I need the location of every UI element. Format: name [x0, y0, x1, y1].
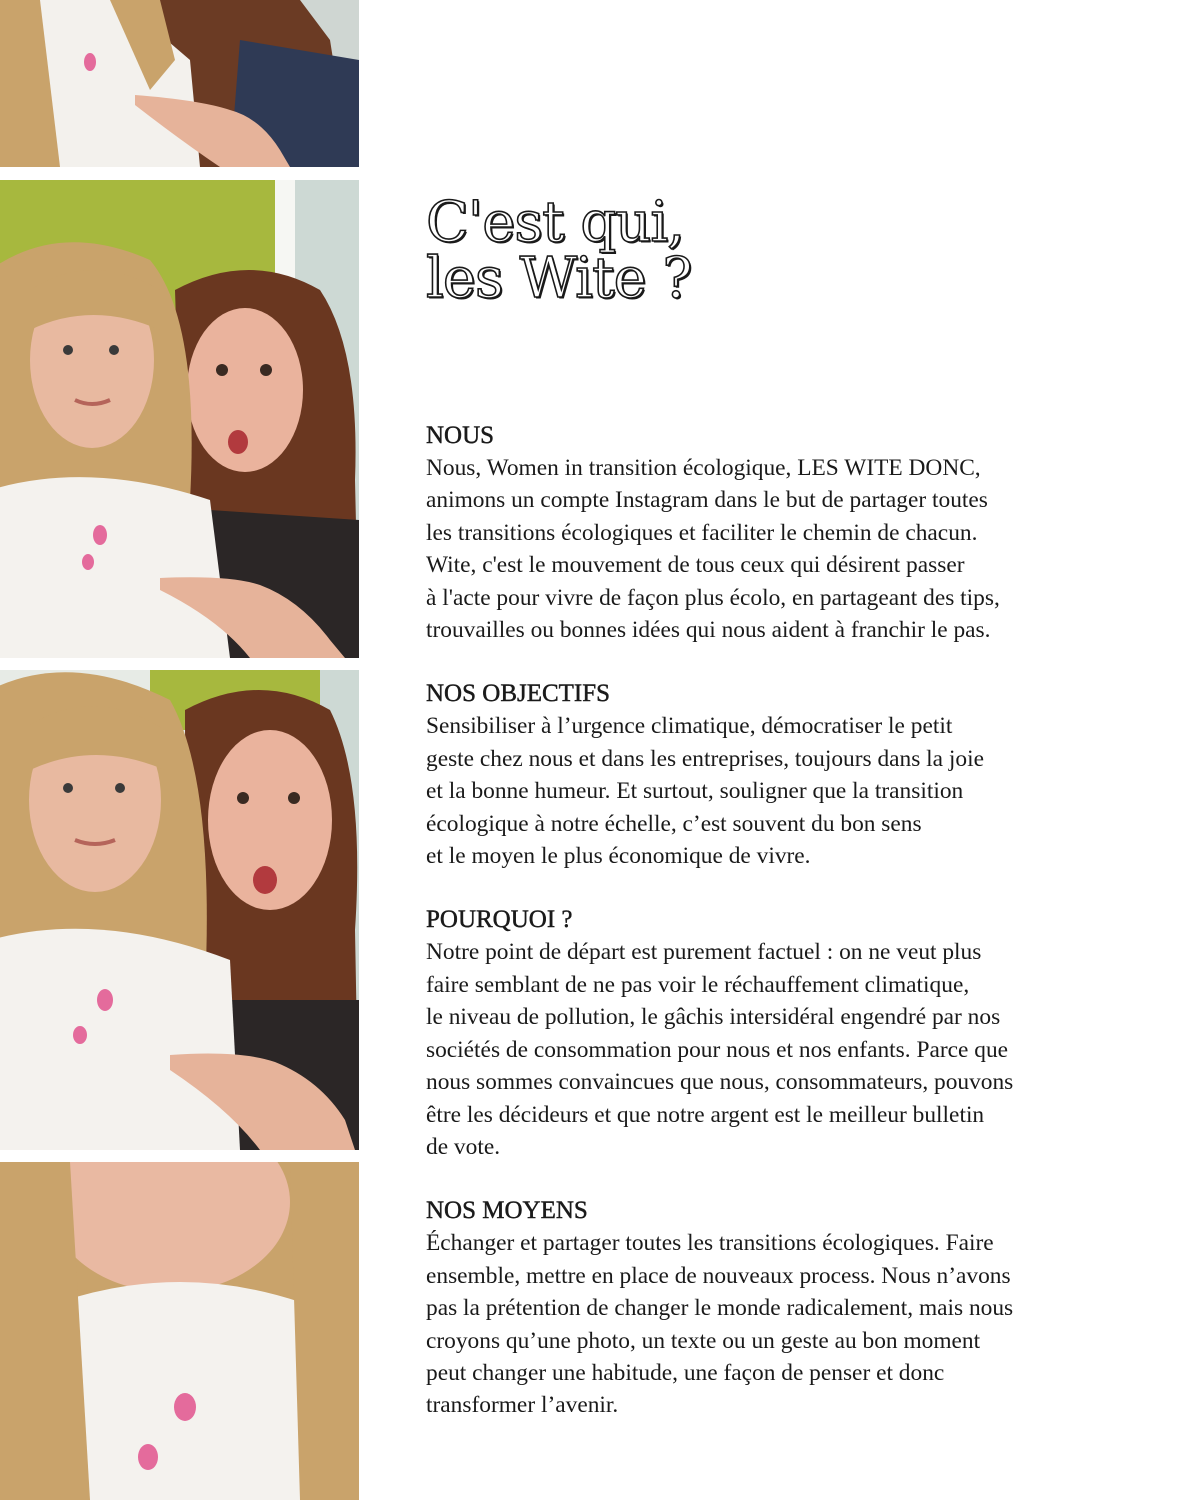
section-paragraph [426, 936, 1166, 1163]
portrait-image [0, 0, 359, 167]
paragraph-line: transformer l’avenir. [426, 1392, 619, 1419]
page-title-line-2: les Wite ? [426, 246, 692, 311]
title-block [426, 190, 1146, 311]
paragraph-line: écologique à notre échelle, c’est souvent du bon sens [426, 810, 922, 837]
paragraph-line: geste chez nous et dans les entreprises, toujours dans la joie [426, 745, 984, 772]
paragraph-line: nous sommes convaincues que nous, consommateurs, pouvons [426, 1069, 1014, 1096]
paragraph-line: Sensibiliser à l’urgence climatique, démocratiser le petit [426, 713, 953, 740]
photo-booth-frame-3 [0, 670, 359, 1150]
page-title-line-1: C'est qui, [426, 190, 685, 255]
photo-strip [0, 0, 359, 1500]
portrait-image [0, 670, 359, 1150]
portrait-image [0, 180, 359, 658]
section-nous [426, 420, 1166, 646]
paragraph-line: trouvailles ou bonnes idées qui nous aident à franchir le pas. [426, 617, 991, 644]
section-pourquoi [426, 904, 1166, 1163]
article-body [426, 420, 1166, 1454]
page-title [426, 190, 1146, 311]
paragraph-line: Nous, Women in transition écologique, LES WITE DONC, [426, 455, 981, 481]
section-paragraph [426, 452, 1166, 646]
section-heading: POURQUOI ? [426, 906, 573, 934]
paragraph-line: croyons qu’une photo, un texte ou un geste au bon moment [426, 1327, 981, 1354]
paragraph-line: Notre point de départ est purement factuel : on ne veut plus [426, 939, 982, 966]
paragraph-line: Wite, c'est le mouvement de tous ceux qui désirent passer [426, 552, 965, 579]
paragraph-line: Échanger et partager toutes les transitions écologiques. Faire [426, 1230, 994, 1257]
photo-booth-frame-4 [0, 1162, 359, 1500]
paragraph-line: pas la prétention de changer le monde radicalement, mais nous [426, 1295, 1014, 1322]
paragraph-line: sociétés de consommation pour nous et nos enfants. Parce que [426, 1036, 1009, 1063]
paragraph-line: de vote. [426, 1133, 501, 1160]
paragraph-line: peut changer une habitude, une façon de penser et donc [426, 1359, 945, 1386]
paragraph-line: et le moyen le plus économique de vivre. [426, 843, 811, 870]
section-heading: NOS OBJECTIFS [426, 680, 611, 708]
paragraph-line: faire semblant de ne pas voir le réchauffement climatique, [426, 971, 970, 998]
paragraph-line: animons un compte Instagram dans le but de partager toutes [426, 487, 988, 514]
section-heading: NOUS [426, 422, 495, 449]
section-paragraph [426, 710, 1166, 872]
section-nos-moyens [426, 1195, 1166, 1421]
section-heading: NOS MOYENS [426, 1197, 588, 1225]
paragraph-line: à l'acte pour vivre de façon plus écolo, en partageant des tips, [426, 584, 1000, 611]
photo-booth-frame-2 [0, 180, 359, 658]
portrait-image [0, 1162, 359, 1500]
paragraph-line: le niveau de pollution, le gâchis intersidéral engendré par nos [426, 1004, 1001, 1031]
paragraph-line: être les décideurs et que notre argent est le meilleur bulletin [426, 1101, 985, 1128]
section-paragraph [426, 1227, 1166, 1421]
section-nos-objectifs [426, 678, 1166, 872]
paragraph-line: et la bonne humeur. Et surtout, souligner que la transition [426, 778, 964, 805]
paragraph-line: les transitions écologiques et faciliter le chemin de chacun. [426, 519, 978, 546]
paragraph-line: ensemble, mettre en place de nouveaux process. Nous n’avons [426, 1262, 1011, 1289]
photo-booth-frame-1 [0, 0, 359, 167]
